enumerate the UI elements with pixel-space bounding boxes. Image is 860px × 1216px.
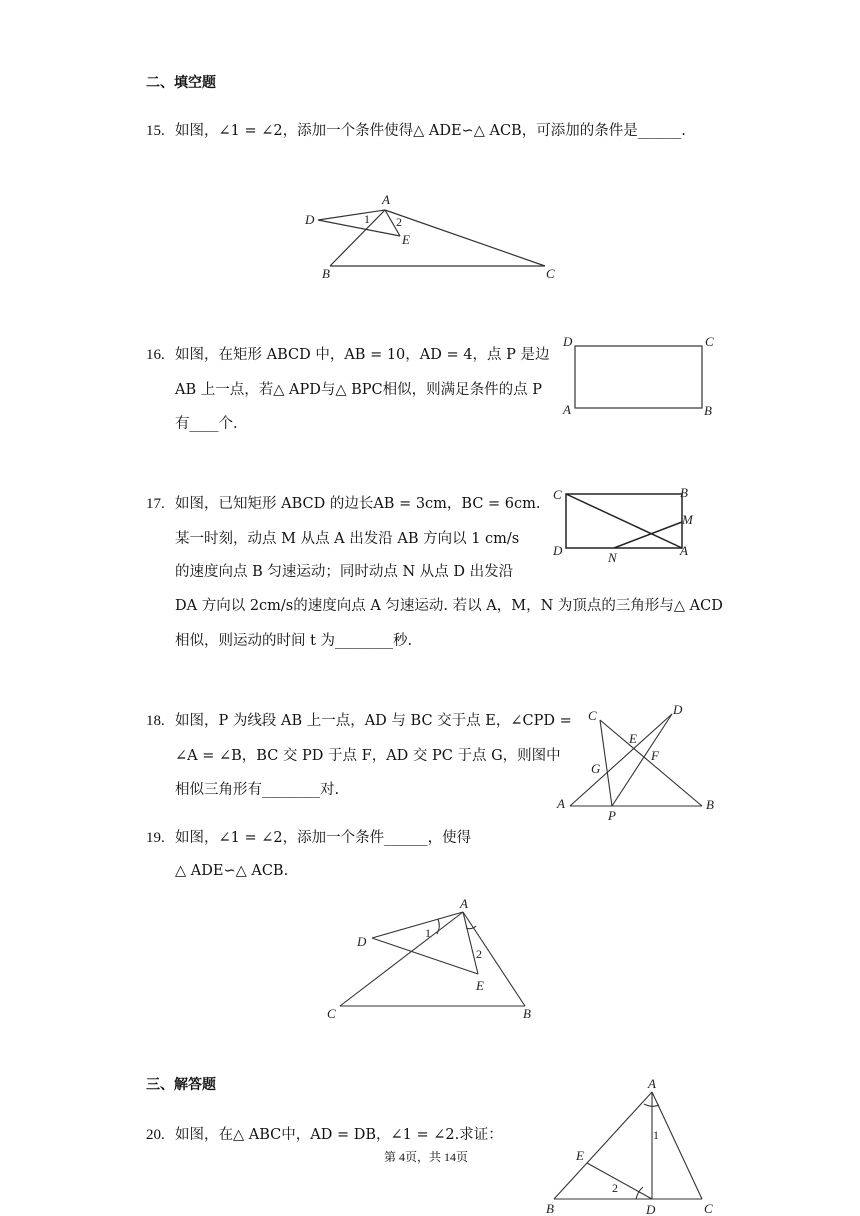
figure-q19-label-1: 1 <box>425 926 431 940</box>
figure-q16-label-D: D <box>563 334 573 349</box>
question-15-number: 15. <box>146 123 165 139</box>
figure-q20-label-C: C <box>704 1201 713 1216</box>
figure-q20 <box>540 1074 720 1216</box>
figure-q17-label-D: D <box>553 543 563 558</box>
question-18-number: 18. <box>146 713 165 729</box>
figure-q16-label-B: B <box>704 403 712 418</box>
figure-q19-label-D: D <box>357 934 367 949</box>
figure-q15-label-B: B <box>322 266 330 280</box>
figure-q20-label-2: 2 <box>612 1181 618 1195</box>
figure-q18-label-P: P <box>608 808 616 823</box>
question-20-line-1: 如图，在△ ABC中，AD = DB，∠1 = ∠2.求证： <box>175 1127 503 1143</box>
figure-q19-label-E: E <box>476 978 484 993</box>
question-17-line-3: 的速度向点 B 匀速运动；同时动点 N 从点 D 出发沿 <box>175 564 514 580</box>
question-19-number: 19. <box>146 830 165 846</box>
question-16-line-2: AB 上一点，若△ APD与△ BPC相似，则满足条件的点 P <box>175 382 542 398</box>
figure-q18-label-D: D <box>673 702 683 717</box>
figure-q15-label-C: C <box>546 266 555 280</box>
figure-q19-label-B: B <box>523 1006 531 1021</box>
figure-q15-label-A: A <box>382 192 390 207</box>
question-15-text: 如图，∠1 = ∠2，添加一个条件使得△ ADE∽△ ACB，可添加的条件是______. <box>175 123 686 139</box>
figure-q20-label-E: E <box>576 1148 584 1163</box>
figure-q16-label-C: C <box>705 334 714 349</box>
question-19-line-1: 如图，∠1 = ∠2，添加一个条件______，使得 <box>175 830 472 846</box>
question-18-line-3: 相似三角形有________对. <box>175 782 340 798</box>
figure-q16-label-A: A <box>563 402 571 417</box>
figure-q18-label-G: G <box>591 761 601 776</box>
figure-q18-label-E: E <box>629 731 637 746</box>
figure-q18-label-A: A <box>557 796 565 811</box>
figure-q15-label-E: E <box>402 232 410 247</box>
figure-q20-label-D: D <box>646 1202 656 1216</box>
figure-q18-label-F: F <box>651 748 659 763</box>
question-17-line-5: 相似，则运动的时间 t 为________秒. <box>175 633 413 649</box>
figure-q20-label-B: B <box>546 1201 554 1216</box>
figure-q15 <box>300 190 560 280</box>
question-18-line-1: 如图，P 为线段 AB 上一点，AD 与 BC 交于点 E，∠CPD = <box>175 713 572 729</box>
page-footer: 第 4页，共 14页 <box>384 1150 469 1164</box>
question-20-number: 20. <box>146 1127 165 1143</box>
question-17-line-1: 如图，已知矩形 ABCD 的边长AB = 3cm，BC = 6cm. <box>175 496 541 512</box>
question-16-number: 16. <box>146 347 165 363</box>
figure-q16 <box>560 334 720 422</box>
figure-q17-label-N: N <box>608 550 617 564</box>
figure-q17-label-C: C <box>553 487 562 502</box>
figure-q20-label-A: A <box>648 1076 656 1091</box>
figure-q19-label-C: C <box>327 1006 336 1021</box>
figure-q15-label-D: D <box>305 212 315 227</box>
figure-q19 <box>320 894 540 1026</box>
figure-q18-label-B: B <box>706 797 714 812</box>
figure-q18-label-C: C <box>588 708 597 723</box>
figure-q17-label-M: M <box>682 512 693 527</box>
section-heading-fill-in: 二、填空题 <box>146 75 216 91</box>
figure-q19-label-2: 2 <box>476 947 482 961</box>
figure-q19-label-A: A <box>460 896 468 911</box>
figure-q18 <box>550 700 722 824</box>
figure-q15-label-2: 2 <box>396 215 402 229</box>
question-18-line-2: ∠A = ∠B，BC 交 PD 于点 F，AD 交 PC 于点 G，则图中 <box>175 748 561 764</box>
question-19-line-2: △ ADE∽△ ACB. <box>175 863 289 879</box>
question-16-line-3: 有____个. <box>175 416 238 432</box>
question-16-line-1: 如图，在矩形 ABCD 中，AB = 10，AD = 4，点 P 是边 <box>175 347 550 363</box>
figure-q17 <box>548 484 708 564</box>
figure-q17-label-B: B <box>680 485 688 500</box>
question-17-line-2: 某一时刻，动点 M 从点 A 出发沿 AB 方向以 1 cm/s <box>175 531 520 547</box>
figure-q20-label-1: 1 <box>653 1128 659 1142</box>
figure-q17-label-A: A <box>680 543 688 558</box>
figure-q15-label-1: 1 <box>364 212 370 226</box>
question-17-line-4: DA 方向以 2cm/s的速度向点 A 匀速运动. 若以 A，M，N 为顶点的三角形与△ ACD <box>175 598 723 614</box>
question-17-number: 17. <box>146 496 165 512</box>
section-heading-solutions: 三、解答题 <box>146 1077 216 1093</box>
